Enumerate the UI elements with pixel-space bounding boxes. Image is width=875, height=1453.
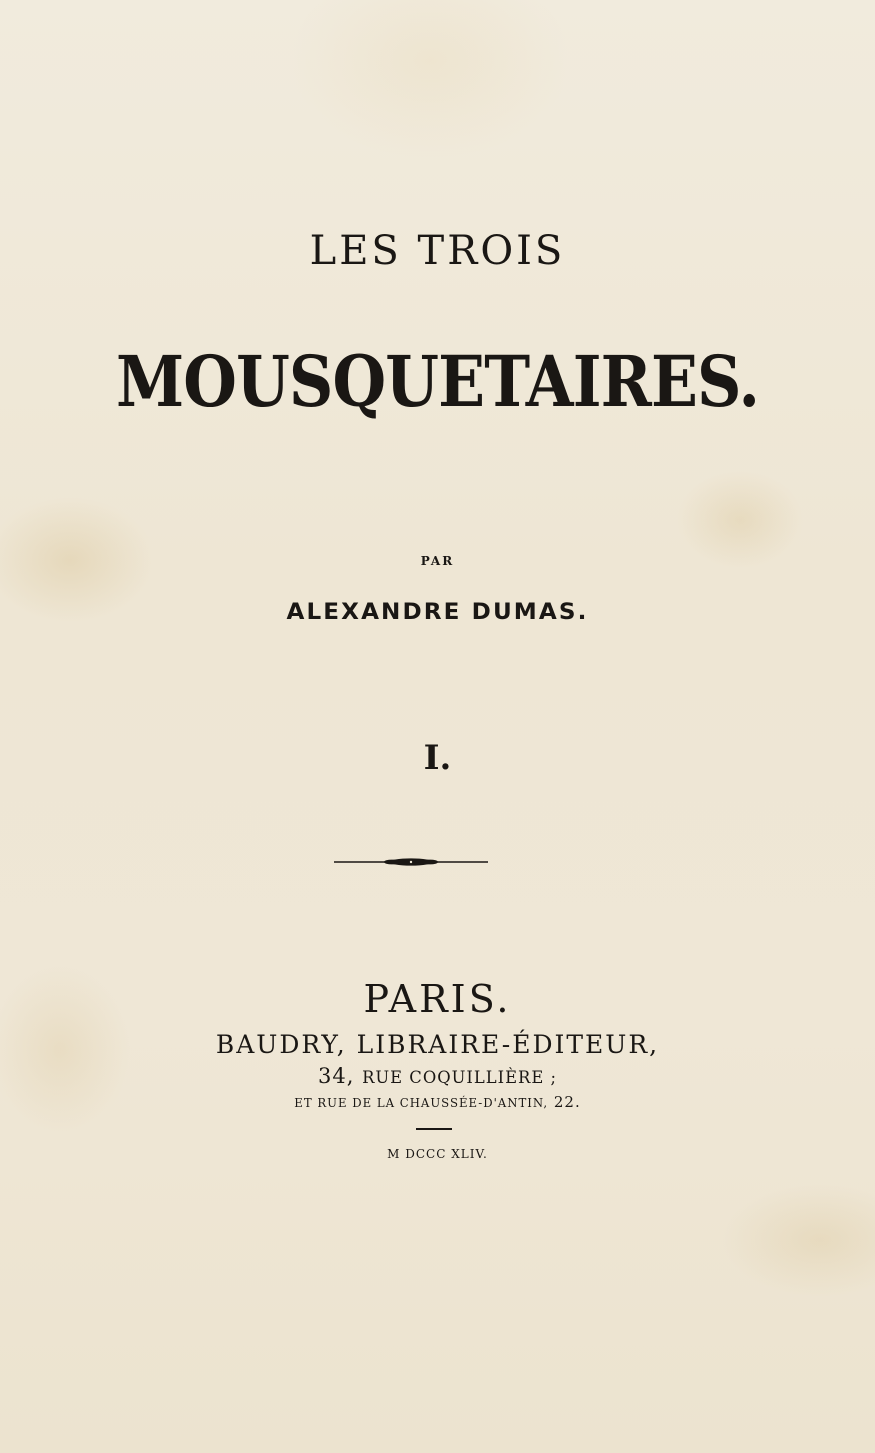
title-line-1: LES TROIS — [309, 228, 566, 274]
author-name: ALEXANDRE DUMAS. — [286, 600, 589, 625]
address-number: 34, — [317, 1064, 355, 1088]
volume-number: I. — [423, 738, 452, 778]
title-line-2: MOUSQUETAIRES. — [115, 340, 760, 423]
address-street: RUE COQUILLIÈRE ; — [362, 1068, 558, 1087]
publisher-name: BAUDRY, LIBRAIRE-ÉDITEUR, — [215, 1030, 660, 1059]
publication-city: PARIS. — [363, 977, 512, 1021]
by-label: PAR — [420, 554, 455, 568]
publication-date: M DCCC XLIV. — [387, 1147, 488, 1161]
ornament-rule-icon — [332, 852, 490, 872]
publisher-address — [0, 1064, 875, 1088]
publisher-address-2 — [0, 1093, 875, 1111]
address-line-2-text: ET RUE DE LA CHAUSSÉE-D'ANTIN, — [294, 1096, 549, 1110]
short-rule — [416, 1128, 452, 1130]
address-line-2-number: 22. — [553, 1093, 581, 1111]
